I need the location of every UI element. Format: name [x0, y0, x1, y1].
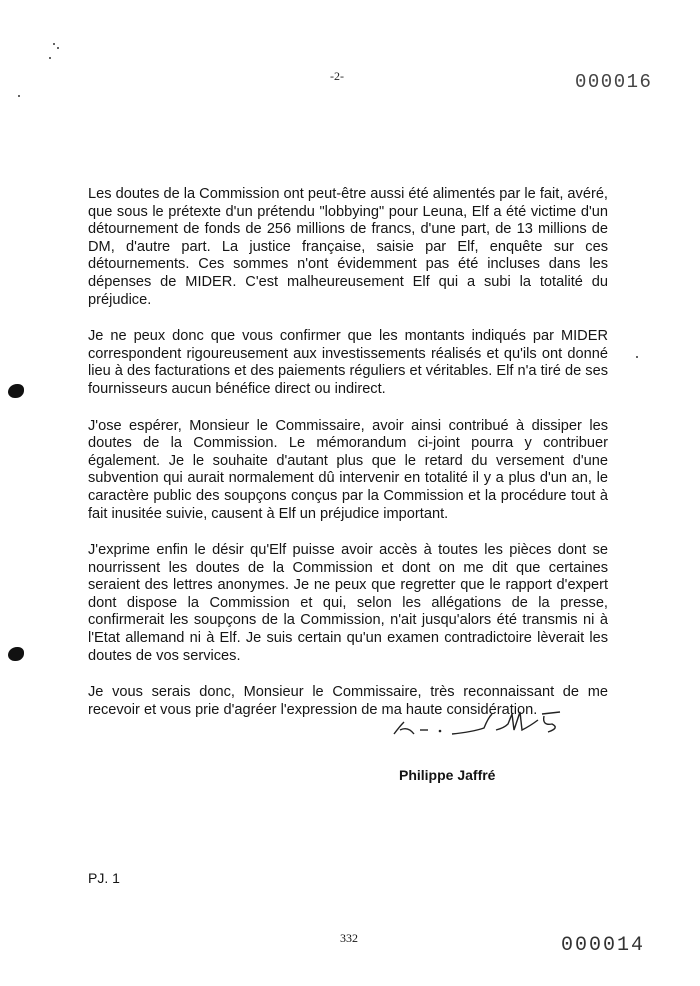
scan-speck [18, 95, 20, 97]
page-number-top: -2- [330, 69, 344, 83]
punch-hole [8, 384, 24, 398]
paragraph: Je ne peux donc que vous confirmer que les montants indiqués par MIDER correspondent rigoureusement aux investissements réalisés et qu'ils ont donné lieu à des facturations et des paiements réguliers et véritables. Elf n'a tiré de ses fournisseurs aucun bénéfice direct ou indirect. [88, 328, 608, 397]
scan-speck [49, 57, 51, 59]
punch-hole [8, 647, 24, 661]
signer-name: Philippe Jaffré [399, 767, 496, 783]
handwritten-signature [392, 700, 582, 750]
paragraph: Les doutes de la Commission ont peut-être aussi été alimentés par le fait, avéré, que sous le prétexte d'un prétendu "lobbying" pour Leuna, Elf a été victime d'un détournement de fonds de 256 millions de francs, d'une part, de 13 millions de DM, d'autre part. La justice française, saisie par Elf, enquête sur ces détournements. Ces sommes n'ont évidemment pas été incluses dans les dépenses de MIDER. C'est malheureusement Elf qui a subi la totalité du préjudice. [88, 186, 608, 308]
paragraph: J'exprime enfin le désir qu'Elf puisse avoir accès à toutes les pièces dont se nourrissent les doutes de la Commission et dont on me dit que certaines seraient des lettres anonymes. Je ne peux que regretter que le rapport d'expert dont dispose la Commission et qui, selon les allégations de la presse, confirmerait les soupçons de la Commission, n'ait jusqu'alors été transmis ni à l'Etat allemand ni à Elf. Je suis certain qu'un examen contradictoire lèverait les doutes de vos services. [88, 542, 608, 664]
scan-speck [57, 47, 59, 49]
scan-speck [636, 356, 638, 358]
paragraph: J'ose espérer, Monsieur le Commissaire, avoir ainsi contribué à dissiper les doutes de la Commission. Le mémorandum ci-joint pourra y contribuer également. Je le souhaite d'autant plus que le retard du versement d'une subvention qui aurait normalement dû intervenir en totalité il y a plus d'un an, le caractère public des soupçons conçus par la Commission et la procédure tout à fait inusitée suivie, causent à Elf un préjudice important. [88, 417, 608, 522]
enclosure-note: PJ. 1 [88, 870, 120, 886]
scan-speck [53, 43, 55, 45]
paragraph: Je vous serais donc, Monsieur le Commissaire, très reconnaissant de me recevoir et vous prie d'agréer l'expression de ma haute considération. [88, 684, 608, 718]
document-stamp-top: 000016 [575, 71, 653, 93]
page-number-bottom: 332 [340, 931, 358, 945]
document-stamp-bottom: 000014 [561, 934, 646, 957]
letter-body [88, 186, 608, 738]
